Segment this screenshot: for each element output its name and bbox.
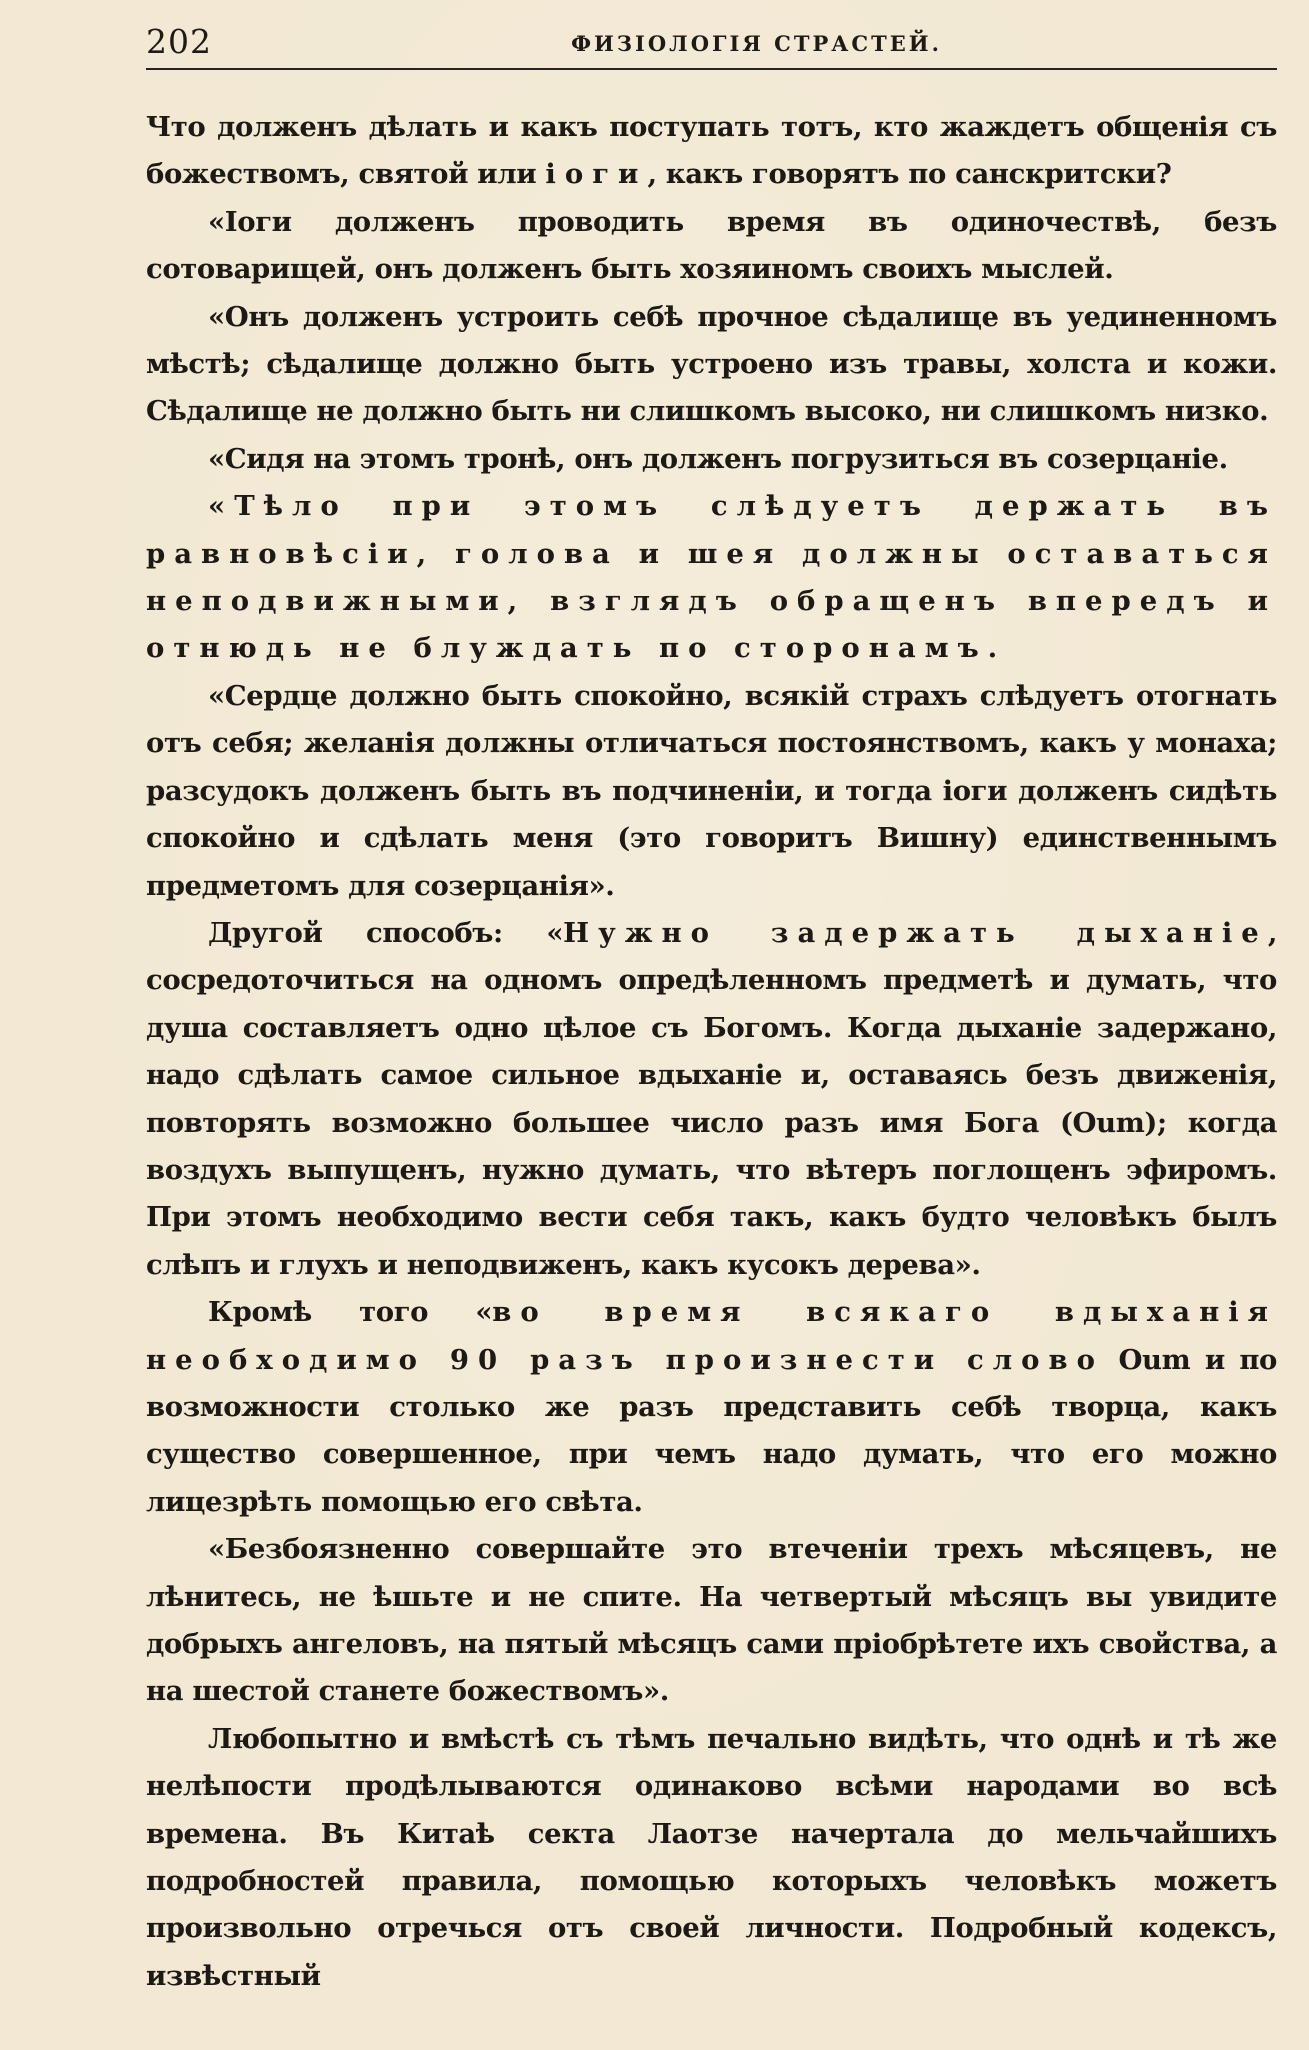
paragraph xyxy=(146,199,1277,294)
spaced-emphasis-text: во время всякаго вдыханiя необходимо 90 разъ произнести слово xyxy=(146,1296,1277,1376)
paragraph-text: Другой способъ: « xyxy=(208,916,564,949)
paragraph-text: «Безбоязненно совершайте это втеченiи трехъ мѣсяцевъ, не лѣнитесь, не ѣшьте и не спите. На четвертый мѣсяцъ вы увидите добрыхъ ангеловъ, на пятый мѣсяцъ сами прiобрѣтете ихъ свойства, а на шестой станете божествомъ». xyxy=(146,1533,1277,1708)
paragraph-text: «Iоги долженъ проводить время въ одиночествѣ, безъ сотоварищей, онъ долженъ быть хозяиномъ своихъ мыслей. xyxy=(146,205,1277,286)
paragraph-text: Оum и по возможности столько же разъ представить себѣ творца, какъ существо совершенное, при чемъ надо думать, что его можно лицезрѣть помощью его свѣта. xyxy=(146,1343,1277,1518)
paragraph xyxy=(146,483,1277,673)
paragraph xyxy=(146,1289,1277,1526)
page-number: 202 xyxy=(146,22,212,61)
page-header xyxy=(146,22,1277,68)
spaced-emphasis-text: «Тѣло при этомъ слѣдуетъ держать въ равновѣсiи, голова и шея должны оставаться неподвижными, взглядъ обращенъ впередъ и отнюдь не блуждать по сторонамъ. xyxy=(146,490,1277,665)
paragraph xyxy=(146,1716,1277,2000)
spaced-emphasis-text: iоги xyxy=(545,158,648,191)
paragraph-text: «Сердце должно быть спокойно, всякiй страхъ слѣдуетъ отогнать отъ себя; желанiя должны отличаться постоянствомъ, какъ у монаха; разсудокъ долженъ быть въ подчиненiи, и тогда iоги долженъ сидѣть спокойно и сдѣлать меня (это говоритъ Вишну) единственнымъ предметомъ для созерцанiя». xyxy=(146,679,1277,902)
paragraph-text: «Онъ долженъ устроить себѣ прочное сѣдалище въ уединенномъ мѣстѣ; сѣдалище должно быть устроено изъ травы, холста и кожи. Сѣдалище не должно быть ни слишкомъ высоко, ни слишкомъ низко. xyxy=(146,300,1277,428)
paragraph xyxy=(146,1526,1277,1716)
paragraph xyxy=(146,294,1277,436)
body-text xyxy=(146,104,1277,2000)
paragraph-text: Что долженъ дѣлать и какъ поступать тотъ, кто жаждетъ общенiя съ божествомъ, святой или xyxy=(146,111,1277,191)
paragraph-text: , сосредоточиться на одномъ опредѣленномъ предметѣ и думать, что душа составляетъ одно цѣлое съ Богомъ. Когда дыханiе задержано, надо сдѣлать самое сильное вдыханiе и, оставаясь безъ движенiя, повторять возможно большее число разъ имя Бога (Оum); когда воздухъ выпущенъ, нужно думать, что вѣтеръ поглощенъ эфиромъ. При этомъ необходимо вести себя такъ, какъ будто человѣкъ былъ слѣпъ и глухъ и неподвиженъ, какъ кусокъ дерева». xyxy=(146,916,1277,1281)
running-title: ФИЗIОЛОГIЯ СТРАСТЕЙ. xyxy=(571,31,942,56)
paragraph-text: Кромѣ того « xyxy=(208,1296,493,1329)
paragraph-text: «Сидя на этомъ тронѣ, онъ долженъ погрузиться въ созерцанiе. xyxy=(208,442,1228,475)
paragraph-text: , какъ говорятъ по санскритски? xyxy=(647,158,1172,191)
paragraph xyxy=(146,910,1277,1289)
header-rule xyxy=(146,68,1277,70)
spaced-emphasis-text: Нужно задержать дыханiе xyxy=(563,916,1268,949)
paragraph-text: Любопытно и вмѣстѣ съ тѣмъ печально видѣть, что однѣ и тѣ же нелѣпости продѣлываются одинаково всѣми народами во всѣ времена. Въ Китаѣ секта Лаотзе начертала до мельчайшихъ подробностей правила, помощью которыхъ человѣкъ можетъ произвольно отречься отъ своей личности. Подробный кодексъ, извѣстный xyxy=(146,1722,1277,1992)
paragraph xyxy=(146,673,1277,910)
paragraph xyxy=(146,104,1277,199)
paragraph xyxy=(146,436,1277,483)
